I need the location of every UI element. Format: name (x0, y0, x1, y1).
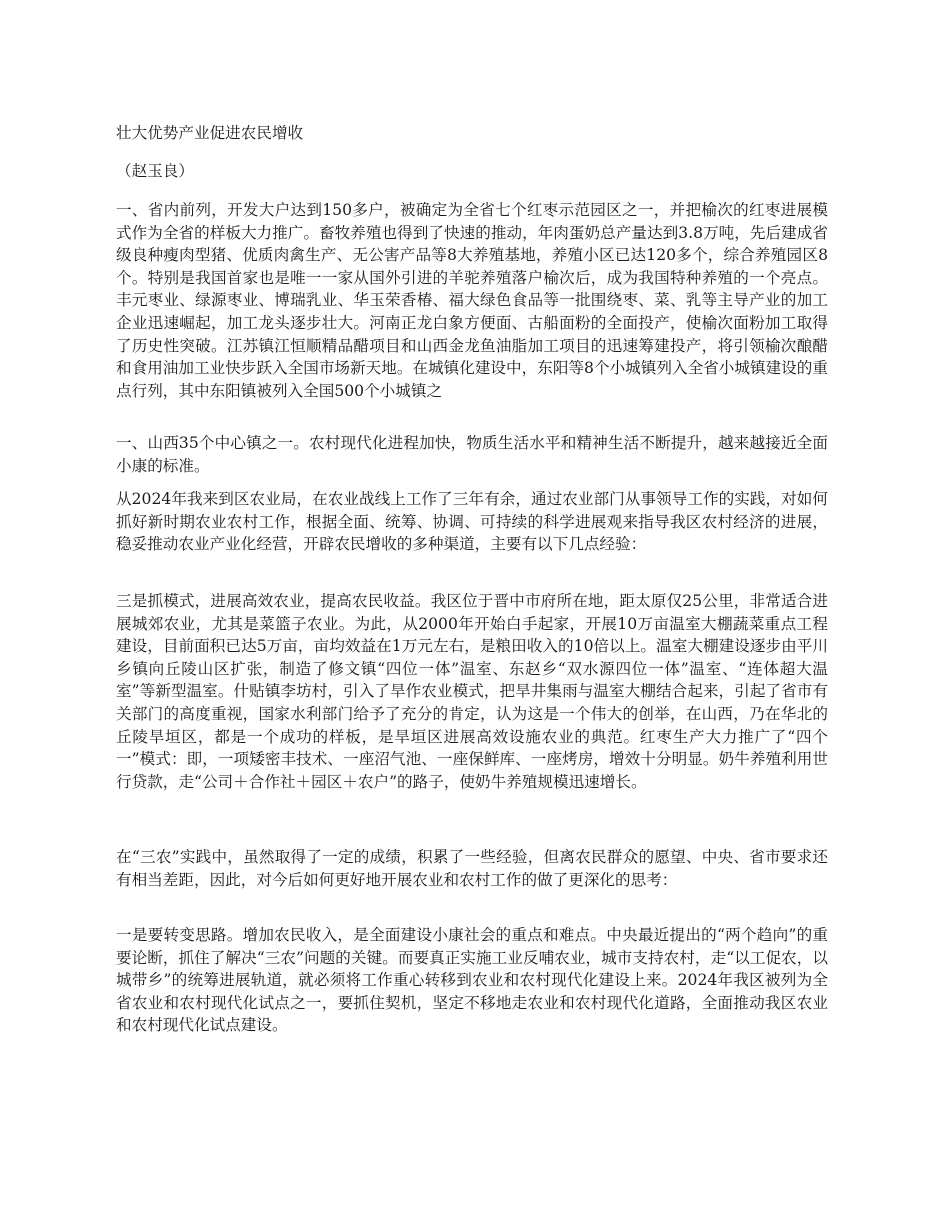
paragraph: 在“三农”实践中，虽然取得了一定的成绩，积累了一些经验，但离农民群众的愿望、中央、省市要求还有相当差距，因此，对今后如何更好地开展农业和农村工作的做了更深化的思考： (116, 848, 828, 889)
paragraph: 三是抓模式，进展高效农业，提高农民收益。我区位于晋中市府所在地，距太原仅25公里，非常适合进展城郊农业，尤其是菜篮子农业。为此，从2000年开始白手起家，开展10万亩温室大棚蔬菜重点工程建设，目前面积已达5万亩，亩均效益在1万元左右，是粮田收入的10倍以上。温室大棚建设逐步由平川乡镇向丘陵山区扩张，制造了修文镇“四位一体”温室、东赵乡“双水源四位一体”温室、“连体超大温室”等新型温室。什贴镇李坊村，引入了旱作农业模式，把旱井集雨与温室大棚结合起来，引起了省市有关部门的高度重视，国家水利部门给予了充分的肯定，认为这是一个伟大的创举，在山西，乃在华北的丘陵旱垣区，都是一个成功的样板，是旱垣区进展高效设施农业的典范。红枣生产大力推广了“四个一”模式：即，一项矮密丰技术、一座沼气池、一座保鲜库、一座烤房，增效十分明显。奶牛养殖利用世行贷款，走“公司＋合作社＋园区＋农户”的路子，使奶牛养殖规模迅速增长。 (116, 592, 828, 791)
paragraph: 一、省内前列，开发大户达到150多户，被确定为全省七个红枣示范园区之一，并把榆次的红枣进展模式作为全省的样板大力推广。畜牧养殖也得到了快速的推动，年肉蛋奶总产量达到3.8万吨，先后建成省级良种瘦肉型猪、优质肉禽生产、无公害产品等8大养殖基地，养殖小区已达120多个，综合养殖园区8个。特别是我国首家也是唯一一家从国外引进的羊驼养殖落户榆次后，成为我国特种养殖的一个亮点。丰元枣业、绿源枣业、博瑞乳业、华玉荣香椿、福大绿色食品等一批围绕枣、菜、乳等主导产业的加工企业迅速崛起，加工龙头逐步壮大。河南正龙白象方便面、古船面粉的全面投产，使榆次面粉加工取得了历史性突破。江苏镇江恒顺精品醋项目和山西金龙鱼油脂加工项目的迅速筹建投产，将引领榆次酿醋和食用油加工业快步跃入全国市场新天地。在城镇化建设中，东阳等8个小城镇列入全省小城镇建设的重点行列，其中东阳镇被列入全国500个小城镇之 (116, 201, 828, 400)
paragraph: 一、山西35个中心镇之一。农村现代化进程加快，物质生活水平和精神生活不断提升，越来越接近全面小康的标准。 (116, 434, 828, 475)
document-author: （赵玉良） (116, 162, 194, 180)
paragraph: 一是要转变思路。增加农民收入，是全面建设小康社会的重点和难点。中央最近提出的“两个趋向”的重要论断，抓住了解决“三农”问题的关键。而要真正实施工业反哺农业，城市支持农村，走“以工促农，以城带乡”的统筹进展轨道，就必须将工作重心转移到农业和农村现代化建设上来。2024年我区被列为全省农业和农村现代化试点之一，要抓住契机，坚定不移地走农业和农村现代化道路，全面推动我区农业和农村现代化试点建设。 (116, 926, 828, 1035)
document-title: 壮大优势产业促进农民增收 (116, 124, 304, 142)
paragraph: 从2024年我来到区农业局，在农业战线上工作了三年有余，通过农业部门从事领导工作的实践，对如何抓好新时期农业农村工作，根据全面、统筹、协调、可持续的科学进展观来指导我区农村经济的进展，稳妥推动农业产业化经营，开辟农民增收的多种渠道，主要有以下几点经验： (116, 490, 828, 554)
